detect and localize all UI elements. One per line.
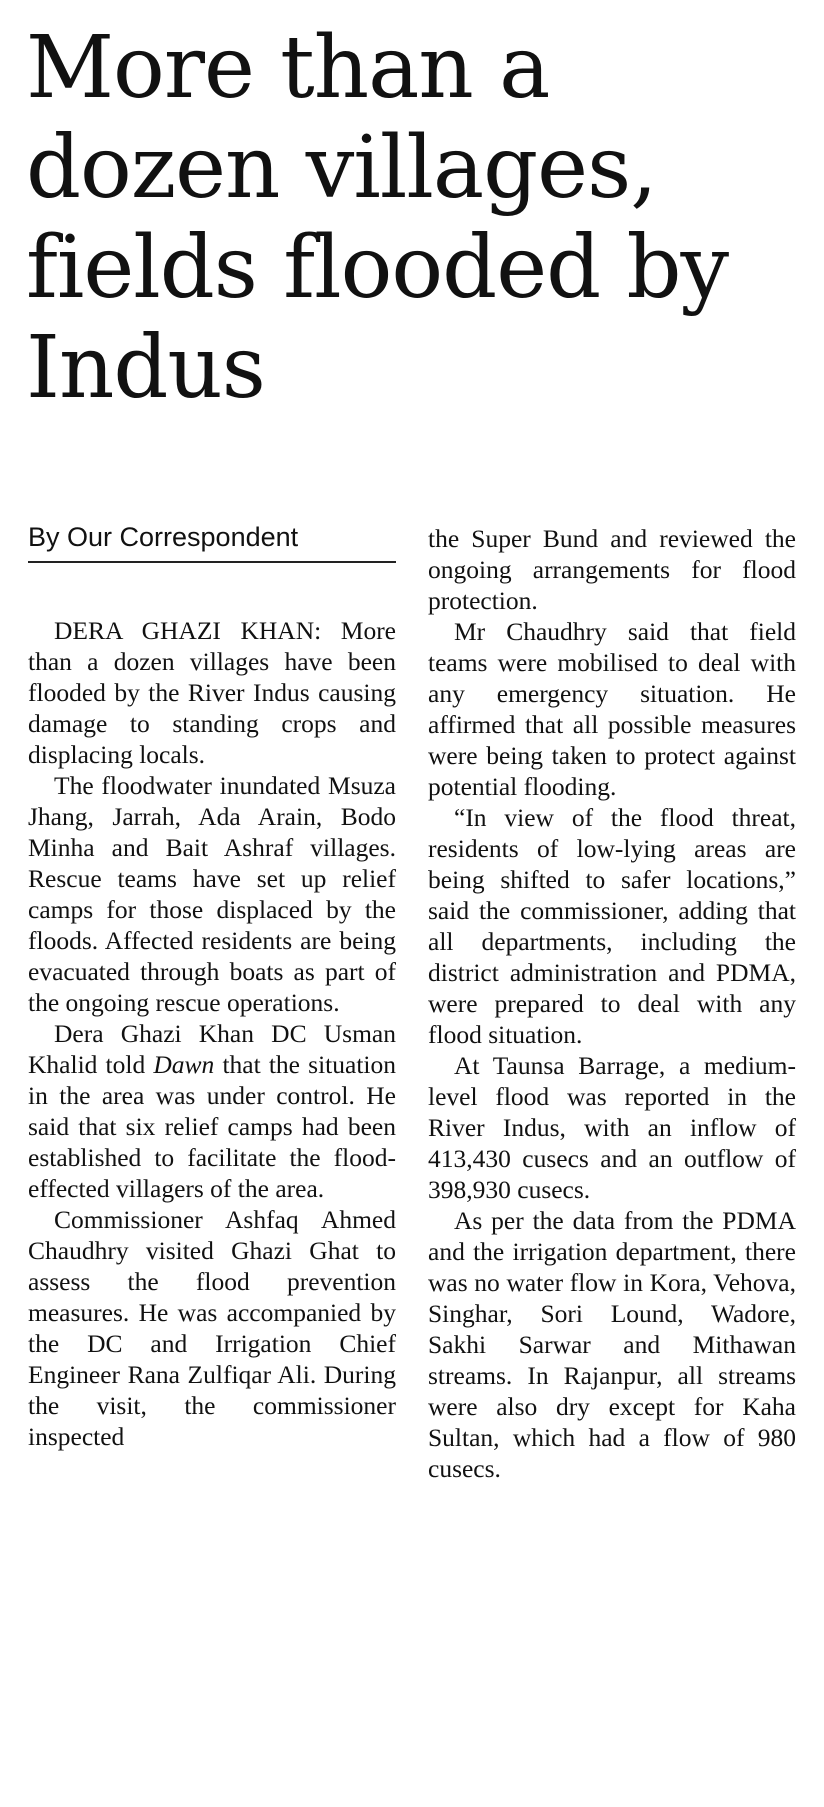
article-column-2 [428, 523, 796, 1795]
dateline: DERA GHAZI KHAN: [54, 616, 322, 645]
paragraph-3 [28, 1018, 396, 1204]
paragraph-1 [28, 615, 396, 770]
paragraph-2: The floodwater inundated Msuza Jhang, Jarrah, Ada Arain, Bodo Minha and Bait Ashraf villages. Rescue teams have set up relief camps for those displaced by the floods. Affected residents are being evacuated through boats as part of the ongoing rescue operations. [28, 771, 396, 1017]
paragraph-3-text-a: Dera Ghazi Khan DC Usman Khalid told [28, 1019, 396, 1079]
article-column-1 [28, 615, 396, 1795]
paragraph-8: As per the data from the PDMA and the irrigation department, there was no water flow in Kora, Vehova, Singhar, Sori Lound, Wadore, Sakhi Sarwar and Mithawan streams. In Rajanpur, all streams were also dry except for Kaha Sultan, which had a flow of 980 cusecs. [428, 1206, 796, 1483]
headline: More than a dozen villages, fields flooded by Indus [26, 18, 729, 418]
paragraph-3-text-b: that the situation in the area was under control. He said that six relief camps had been established to facilitate the flood-effected villagers of the area. [28, 1050, 396, 1203]
paragraph-4: Commissioner Ashfaq Ahmed Chaudhry visited Ghazi Ghat to assess the flood prevention measures. He was accompanied by the DC and Irrigation Chief Engineer Rana Zulfiqar Ali. During the visit, the commissioner inspected [28, 1205, 396, 1451]
paragraph-1-text: More than a dozen villages have been flooded by the River Indus causing damage to standing crops and displacing locals. [28, 616, 396, 769]
byline: By Our Correspondent [28, 519, 396, 563]
publication-name: Dawn [153, 1050, 215, 1079]
paragraph-5: Mr Chaudhry said that field teams were mobilised to deal with any emergency situation. He affirmed that all possible measures were being taken to protect against potential flooding. [428, 617, 796, 801]
paragraph-6: “In view of the flood threat, residents of low-lying areas are being shifted to safer locations,” said the commissioner, adding that all departments, including the district administration and PDMA, were prepared to deal with any flood situation. [428, 803, 796, 1049]
paragraph-7: At Taunsa Barrage, a medium-level flood was reported in the River Indus, with an inflow of 413,430 cusecs and an outflow of 398,930 cusecs. [428, 1051, 796, 1204]
paragraph-continuation: the Super Bund and reviewed the ongoing arrangements for flood protection. [428, 524, 796, 615]
